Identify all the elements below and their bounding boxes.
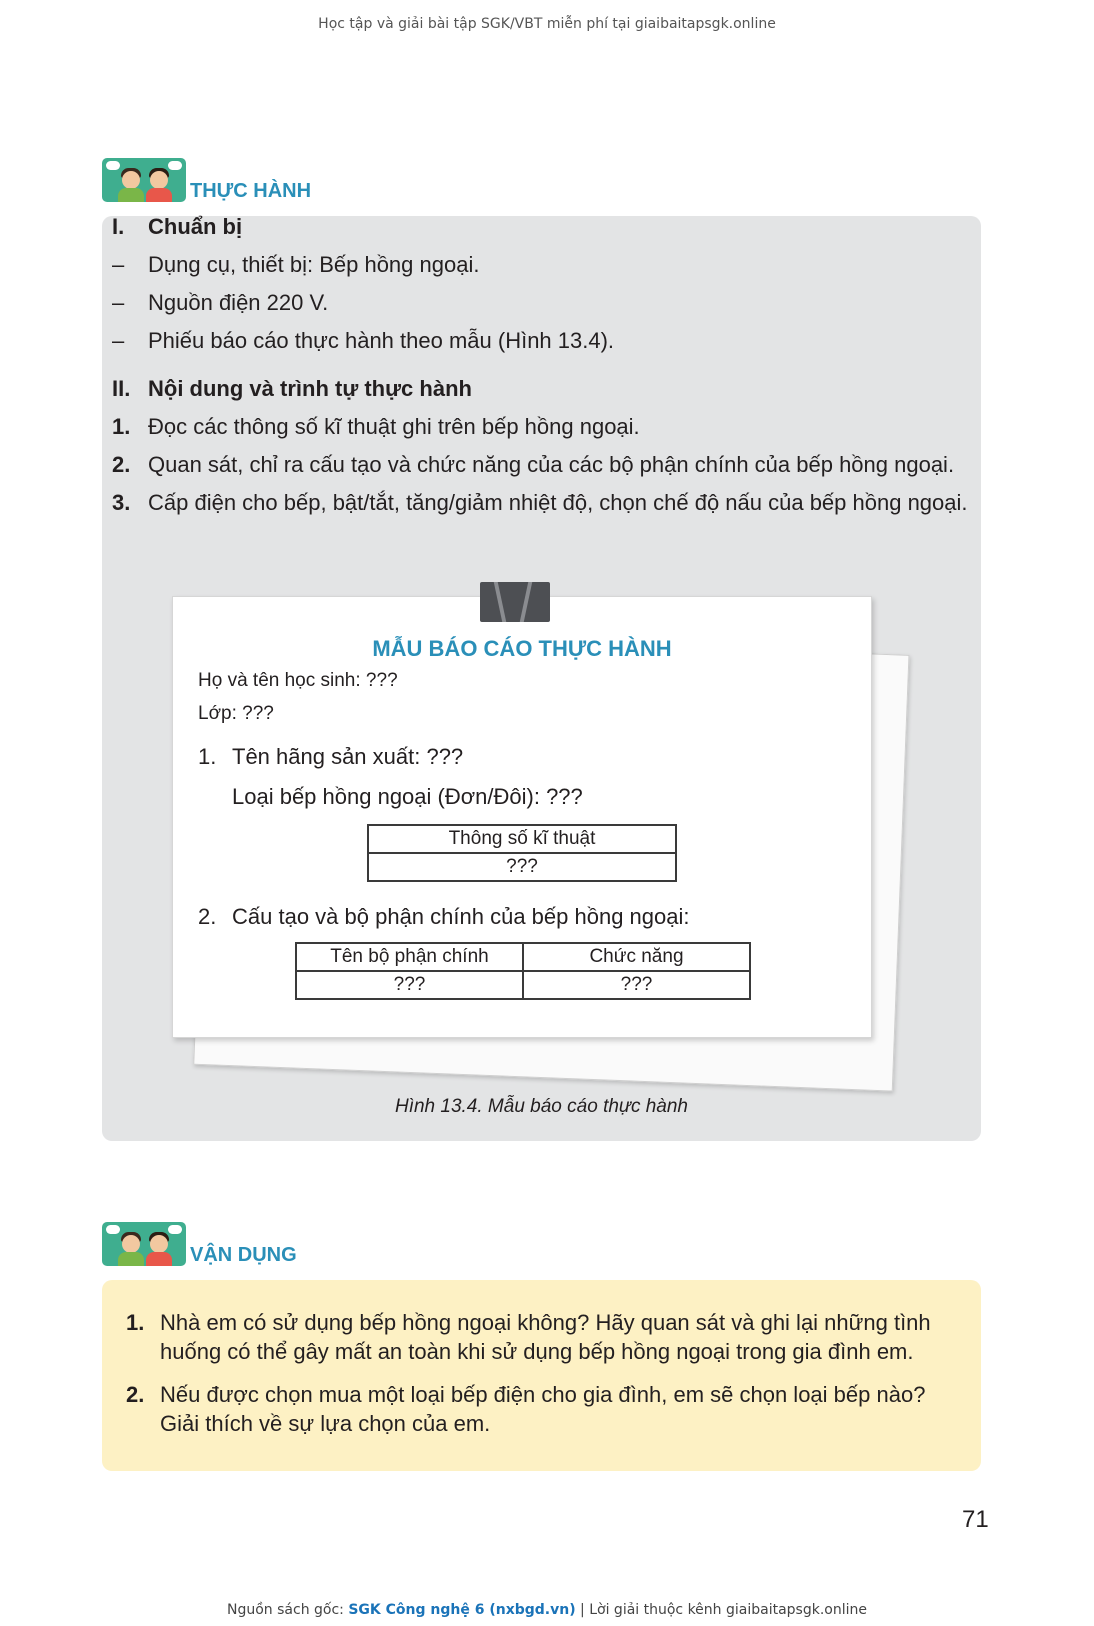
section-1-title: Chuẩn bị: [148, 214, 243, 239]
prep-item-text: Dụng cụ, thiết bị: Bếp hồng ngoại.: [148, 252, 480, 277]
spec-table-cell: ???: [368, 853, 676, 881]
parts-table: [295, 942, 751, 1000]
step-item: [112, 452, 954, 478]
step-item: [112, 414, 640, 440]
dash: –: [112, 328, 125, 353]
step-text: Quan sát, chỉ ra cấu tạo và chức năng của các bộ phận chính của bếp hồng ngoại.: [148, 452, 955, 477]
question-number: 1.: [126, 1310, 145, 1335]
page-number: 71: [962, 1506, 989, 1533]
section-1-heading: [112, 214, 242, 240]
footer: [0, 1602, 1094, 1618]
parts-table-header: Chức năng: [523, 943, 750, 971]
question-text: Tên hãng sản xuất: ???: [232, 744, 464, 769]
question-text: Cấu tạo và bộ phận chính của bếp hồng ngoại:: [232, 904, 690, 929]
parts-table-header: Tên bộ phận chính: [296, 943, 523, 971]
step-item: [112, 490, 968, 516]
spec-table-header: Thông số kĩ thuật: [368, 825, 676, 853]
apply-question-2-cont: Giải thích về sự lựa chọn của em.: [160, 1411, 491, 1436]
class-line: Lớp: ???: [198, 703, 274, 724]
student-name-line: Họ và tên học sinh: ???: [198, 670, 398, 691]
prep-item: [112, 328, 614, 354]
form-question-2: [198, 904, 689, 930]
step-number: 3.: [112, 490, 131, 515]
question-number: 1.: [198, 744, 217, 769]
step-text: Đọc các thông số kĩ thuật ghi trên bếp hồng ngoại.: [148, 414, 640, 439]
figure-caption: Hình 13.4. Mẫu báo cáo thực hành: [394, 1096, 688, 1117]
binder-clip-icon: [480, 582, 550, 622]
question-text: Nhà em có sử dụng bếp hồng ngoại không? Hãy quan sát và ghi lại những tình: [160, 1310, 931, 1335]
apply-title: VẬN DỤNG: [190, 1244, 297, 1266]
apply-box: [102, 1280, 981, 1471]
prep-item-text: Phiếu báo cáo thực hành theo mẫu (Hình 13.4).: [148, 328, 615, 353]
parts-table-cell: ???: [296, 971, 523, 999]
section-2-number: II.: [112, 376, 131, 401]
form-question-1: [198, 744, 463, 770]
apply-question-1: [126, 1310, 931, 1336]
prep-item: [112, 290, 328, 316]
form-title: MẪU BÁO CÁO THỰC HÀNH: [372, 636, 672, 661]
footer-suffix: | Lời giải thuộc kênh giaibaitapsgk.online: [575, 1602, 867, 1618]
section-2-title: Nội dung và trình tự thực hành: [148, 376, 472, 401]
practice-title: THỰC HÀNH: [190, 180, 312, 202]
students-icon: [102, 158, 186, 202]
dash: –: [112, 252, 125, 277]
question-number: 2.: [126, 1382, 145, 1407]
section-2-heading: [112, 376, 472, 402]
footer-prefix: Nguồn sách gốc:: [227, 1602, 349, 1618]
spec-table: [367, 824, 677, 882]
section-1-number: I.: [112, 214, 125, 239]
step-number: 2.: [112, 452, 131, 477]
step-text: Cấp điện cho bếp, bật/tắt, tăng/giảm nhiệt độ, chọn chế độ nấu của bếp hồng ngoại.: [148, 490, 968, 515]
dash: –: [112, 290, 125, 315]
parts-table-cell: ???: [523, 971, 750, 999]
stove-type-line: Loại bếp hồng ngoại (Đơn/Đôi): ???: [232, 784, 583, 809]
top-banner: Học tập và giải bài tập SGK/VBT miễn phí tại giaibaitapsgk.online: [318, 16, 776, 32]
source-link[interactable]: SGK Công nghệ 6 (nxbgd.vn): [348, 1602, 576, 1618]
question-number: 2.: [198, 904, 217, 929]
question-text: Nếu được chọn mua một loại bếp điện cho gia đình, em sẽ chọn loại bếp nào?: [160, 1382, 926, 1407]
prep-item-text: Nguồn điện 220 V.: [148, 290, 329, 315]
step-number: 1.: [112, 414, 131, 439]
students-icon: [102, 1222, 186, 1266]
prep-item: [112, 252, 479, 278]
apply-question-1-cont: huống có thể gây mất an toàn khi sử dụng bếp hồng ngoại trong gia đình em.: [160, 1339, 914, 1364]
apply-question-2: [126, 1382, 925, 1408]
